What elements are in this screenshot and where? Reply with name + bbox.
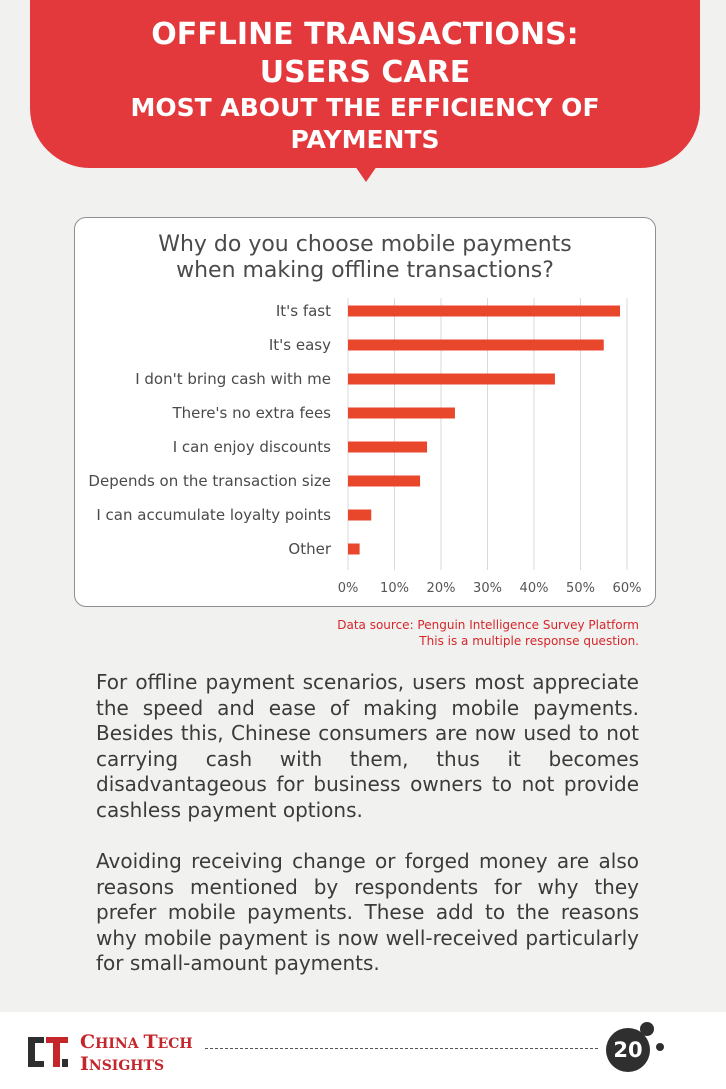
category-label: Depends on the transaction size bbox=[88, 472, 331, 490]
banner-pointer bbox=[355, 166, 377, 182]
x-tick-label: 20% bbox=[426, 581, 456, 596]
page-number: 20 bbox=[606, 1028, 650, 1072]
decor-dot-small bbox=[656, 1043, 664, 1051]
multiple-response-note: This is a multiple response question. bbox=[419, 634, 639, 648]
bar bbox=[348, 510, 371, 521]
bar bbox=[348, 374, 555, 385]
category-label: It's fast bbox=[275, 302, 331, 320]
footer-divider bbox=[205, 1048, 598, 1049]
x-tick-label: 30% bbox=[473, 581, 502, 596]
category-label: I can accumulate loyalty points bbox=[96, 506, 331, 524]
body-paragraph-2: Avoiding receiving change or forged money are also reasons mentioned by respondents for why they prefer mobile payments. These add to the reasons why mobile payment is now well-received particularly for small-amount payments. bbox=[96, 849, 639, 975]
title-line-1: OFFLINE TRANSACTIONS: bbox=[151, 17, 579, 52]
category-label: I don't bring cash with me bbox=[135, 370, 331, 388]
x-tick-label: 40% bbox=[519, 581, 549, 596]
x-tick-label: 0% bbox=[337, 581, 359, 596]
body-text bbox=[96, 670, 639, 1003]
x-tick-label: 50% bbox=[566, 581, 595, 596]
subtitle-line-1: MOST ABOUT THE EFFICIENCY OF bbox=[130, 93, 600, 122]
category-label: It's easy bbox=[268, 336, 331, 354]
chart-title-line-2: when making offline transactions? bbox=[176, 258, 554, 283]
bar bbox=[348, 544, 360, 555]
title-line-2: USERS CARE bbox=[259, 55, 471, 90]
bar bbox=[348, 442, 427, 453]
chart-title-line-1: Why do you choose mobile payments bbox=[158, 232, 572, 257]
bar bbox=[348, 340, 604, 351]
brand-logo-text bbox=[80, 1032, 193, 1076]
bar-chart bbox=[75, 218, 655, 606]
bar bbox=[348, 306, 620, 317]
data-source-line: Data source: Penguin Intelligence Survey Platform bbox=[337, 618, 639, 632]
body-paragraph-1: For offline payment scenarios, users most appreciate the speed and ease of making mobile payments. Besides this, Chinese consumers are now used to not carrying cash with them, thus it becomes disadvantageous for business owners to not provide cashless payment options. bbox=[96, 670, 639, 822]
subtitle-line-2: PAYMENTS bbox=[290, 125, 440, 154]
category-label: I can enjoy discounts bbox=[172, 438, 331, 456]
page-title bbox=[30, 16, 700, 156]
cti-logo-icon bbox=[26, 1033, 70, 1071]
brand-line-2: INSIGHTS bbox=[80, 1053, 165, 1075]
brand-line-1: CHINA TECH bbox=[80, 1031, 193, 1053]
data-source-note bbox=[337, 617, 639, 649]
category-label: There's no extra fees bbox=[172, 404, 331, 422]
category-label: Other bbox=[288, 540, 331, 558]
chart-panel bbox=[74, 217, 656, 607]
bar bbox=[348, 476, 420, 487]
bar bbox=[348, 408, 455, 419]
x-tick-label: 10% bbox=[380, 581, 409, 596]
x-tick-label: 60% bbox=[612, 581, 642, 596]
